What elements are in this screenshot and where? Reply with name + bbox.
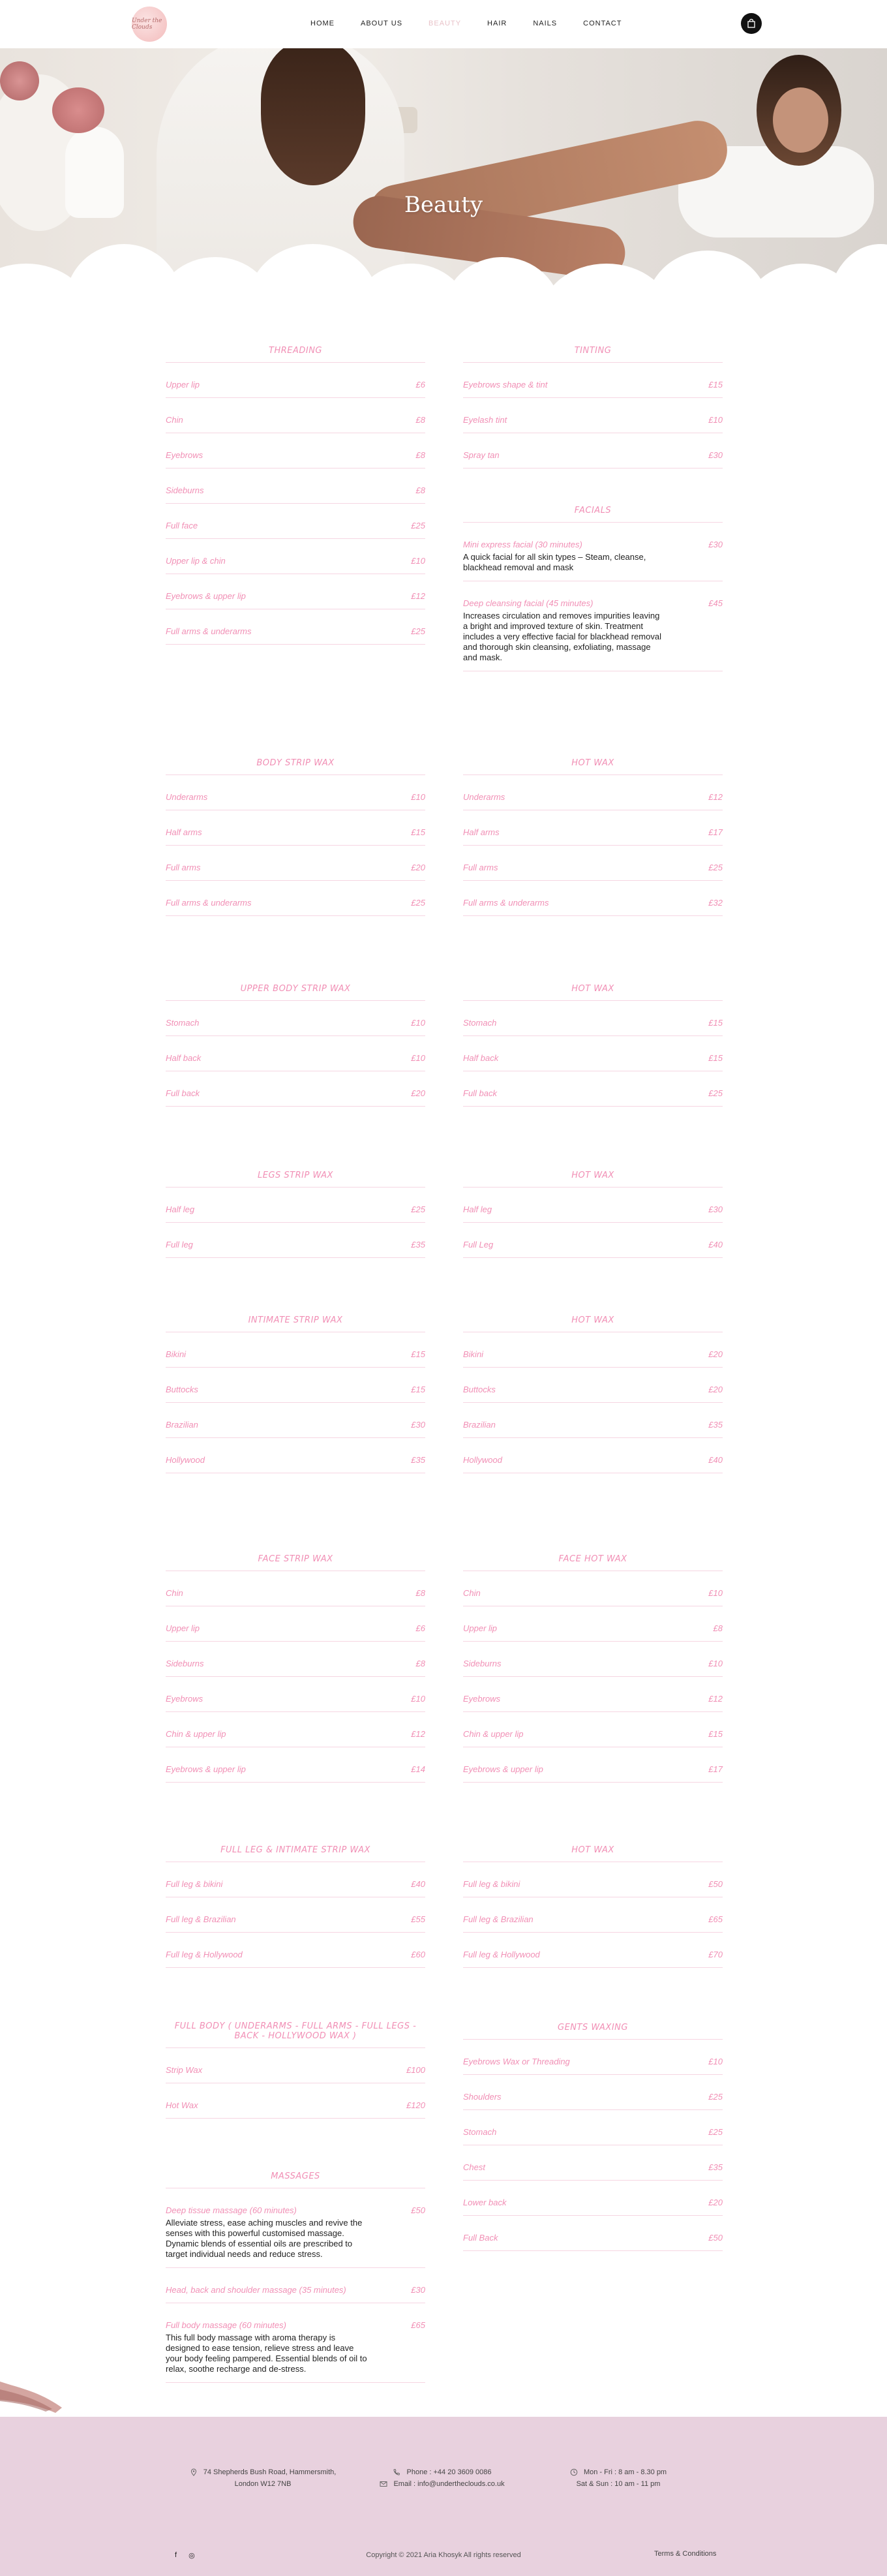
service-name: Full face — [166, 521, 198, 530]
service-name: Full body massage (60 minutes) — [166, 2320, 286, 2330]
site-footer — [0, 2417, 887, 2576]
service-price: £10 — [411, 1018, 425, 1028]
service-name: Full back — [166, 1088, 200, 1098]
section-title: HOT WAX — [463, 1845, 723, 1862]
service-description: A quick facial for all skin types – Steam, cleanse, blackhead removal and mask — [463, 552, 646, 572]
service-price: £14 — [411, 1764, 425, 1774]
service-row — [463, 2110, 723, 2145]
service-price: £10 — [411, 1694, 425, 1704]
service-name: Buttocks — [166, 1385, 198, 1394]
hero-banner — [0, 48, 887, 322]
service-price: £12 — [708, 1694, 723, 1704]
page-title: Beauty — [404, 192, 483, 218]
service-row — [463, 1571, 723, 1606]
service-price: £12 — [411, 591, 425, 601]
service-row — [166, 1571, 425, 1606]
logo-text: Under the Clouds — [132, 18, 162, 31]
service-name: Buttocks — [463, 1385, 496, 1394]
service-name: Deep cleansing facial (45 minutes) — [463, 598, 594, 608]
copyright-text: Copyright © 2021 Aria Khosyk All rights reserved — [366, 2551, 521, 2559]
service-row — [463, 1188, 723, 1223]
section-legs-strip-wax — [166, 1171, 425, 1258]
footer-hours — [560, 2466, 677, 2490]
service-price: £30 — [708, 1204, 723, 1214]
service-price: £10 — [411, 556, 425, 566]
service-price: £25 — [708, 2127, 723, 2137]
service-name: Half arms — [463, 827, 500, 837]
section-body-hot-wax — [463, 758, 723, 916]
service-row — [463, 810, 723, 846]
service-row — [166, 1036, 425, 1071]
service-price: £8 — [415, 1588, 425, 1598]
shopping-bag-icon — [746, 18, 757, 29]
footer-contact — [370, 2466, 514, 2490]
service-name: Full arms — [166, 863, 201, 872]
service-price: £120 — [406, 2100, 425, 2110]
service-price: £30 — [708, 450, 723, 460]
service-row — [166, 1001, 425, 1036]
service-name: Full arms & underarms — [463, 898, 549, 908]
service-row — [166, 1897, 425, 1933]
service-row — [166, 1712, 425, 1747]
section-title: BODY STRIP WAX — [166, 758, 425, 775]
service-row — [463, 1642, 723, 1677]
service-name: Full arms & underarms — [166, 626, 252, 636]
section-title: FULL LEG & INTIMATE STRIP WAX — [166, 1845, 425, 1862]
service-price: £15 — [708, 1018, 723, 1028]
service-price: £10 — [708, 415, 723, 425]
location-pin-icon — [190, 2468, 198, 2476]
service-row — [166, 574, 425, 609]
hero-flower — [0, 61, 39, 100]
service-price: £8 — [415, 1659, 425, 1668]
service-row — [166, 1223, 425, 1258]
hours-line-2: Sat & Sun : 10 am - 11 pm — [576, 2480, 661, 2488]
service-row — [463, 1747, 723, 1783]
site-logo[interactable] — [132, 7, 167, 42]
section-facials — [463, 506, 723, 671]
section-title: LEGS STRIP WAX — [166, 1171, 425, 1188]
service-name: Hollywood — [463, 1455, 502, 1465]
service-name: Eyebrows & upper lip — [463, 1764, 543, 1774]
service-row — [166, 2268, 425, 2303]
service-name: Brazilian — [463, 1420, 496, 1430]
section-gents-waxing — [463, 2023, 723, 2251]
service-price: £50 — [411, 2205, 425, 2215]
service-row — [463, 1897, 723, 1933]
nav-home[interactable]: HOME — [310, 20, 335, 27]
service-row — [463, 1071, 723, 1107]
service-row — [166, 1862, 425, 1897]
section-intimate-hot-wax — [463, 1315, 723, 1473]
service-row — [166, 1368, 425, 1403]
section-full-leg-intimate-strip-wax — [166, 1845, 425, 1968]
service-name: Full Back — [463, 2233, 498, 2243]
service-row — [463, 1677, 723, 1712]
service-row — [463, 581, 723, 671]
service-name: Chin — [463, 1588, 481, 1598]
service-row — [463, 846, 723, 881]
nav-nails[interactable]: NAILS — [533, 20, 558, 27]
service-price: £45 — [708, 598, 723, 608]
service-row — [463, 398, 723, 433]
service-row — [166, 2048, 425, 2083]
service-row — [166, 881, 425, 916]
service-price: £10 — [708, 1588, 723, 1598]
service-price: £32 — [708, 898, 723, 908]
service-name: Full leg & bikini — [463, 1879, 520, 1889]
section-title: TINTING — [463, 346, 723, 363]
service-row — [166, 504, 425, 539]
phone-text[interactable]: Phone : +44 20 3609 0086 — [406, 2468, 492, 2476]
section-title: UPPER BODY STRIP WAX — [166, 984, 425, 1001]
service-name: Eyelash tint — [463, 415, 507, 425]
service-name: Full leg & Brazilian — [463, 1914, 534, 1924]
service-name: Head, back and shoulder massage (35 minutes) — [166, 2285, 346, 2295]
service-name: Hollywood — [166, 1455, 205, 1465]
section-title: GENTS WAXING — [463, 2023, 723, 2040]
service-price: £40 — [708, 1455, 723, 1465]
service-row — [166, 1403, 425, 1438]
service-name: Bikini — [463, 1349, 484, 1359]
site-header — [0, 0, 887, 48]
section-title: HOT WAX — [463, 1171, 723, 1188]
hero-flower — [52, 87, 104, 133]
service-price: £15 — [708, 1729, 723, 1739]
service-name: Eyebrows shape & tint — [463, 380, 548, 390]
service-row — [166, 468, 425, 504]
service-price: £35 — [708, 1420, 723, 1430]
service-row — [166, 810, 425, 846]
service-price: £10 — [411, 1053, 425, 1063]
service-row — [166, 1188, 425, 1223]
facebook-icon[interactable]: f — [175, 2551, 177, 2559]
service-name: Chin & upper lip — [166, 1729, 226, 1739]
service-price: £20 — [411, 1088, 425, 1098]
service-price: £17 — [708, 827, 723, 837]
service-row — [166, 433, 425, 468]
service-name: Upper lip — [166, 1623, 200, 1633]
service-row — [166, 609, 425, 645]
service-name: Full leg & bikini — [166, 1879, 223, 1889]
service-price: £20 — [708, 1349, 723, 1359]
nav-about-us[interactable]: ABOUT US — [361, 20, 403, 27]
service-row — [166, 1747, 425, 1783]
service-price: £60 — [411, 1950, 425, 1959]
service-row — [463, 1368, 723, 1403]
service-name: Underarms — [463, 792, 505, 802]
service-price: £25 — [411, 626, 425, 636]
service-name: Eyebrows — [166, 450, 203, 460]
service-row — [166, 1332, 425, 1368]
service-row — [463, 1223, 723, 1258]
section-title: MASSAGES — [166, 2171, 425, 2188]
service-row — [463, 1606, 723, 1642]
service-row — [166, 539, 425, 574]
service-name: Full leg — [166, 1240, 193, 1250]
service-row — [166, 1438, 425, 1473]
service-price: £10 — [411, 792, 425, 802]
service-row — [463, 1001, 723, 1036]
service-name: Chest — [463, 2162, 485, 2172]
service-price: £20 — [411, 863, 425, 872]
section-body-strip-wax — [166, 758, 425, 916]
address-line-1: 74 Shepherds Bush Road, Hammersmith, — [203, 2468, 337, 2476]
service-name: Sideburns — [166, 1659, 204, 1668]
section-full-body — [166, 2021, 425, 2119]
address-line-2: London W12 7NB — [234, 2480, 292, 2488]
service-price: £40 — [708, 1240, 723, 1250]
service-name: Stomach — [166, 1018, 200, 1028]
service-price: £10 — [708, 2057, 723, 2066]
service-price: £8 — [415, 485, 425, 495]
service-price: £25 — [708, 2092, 723, 2102]
hero-client-face — [773, 87, 828, 153]
service-price: £65 — [411, 2320, 425, 2330]
service-row — [463, 1862, 723, 1897]
service-price: £15 — [708, 1053, 723, 1063]
clock-icon — [570, 2468, 578, 2476]
service-price: £50 — [708, 1879, 723, 1889]
nav-contact[interactable]: CONTACT — [583, 20, 622, 27]
service-row — [463, 1403, 723, 1438]
service-price: £12 — [708, 792, 723, 802]
nav-hair[interactable]: HAIR — [487, 20, 507, 27]
service-price: £10 — [708, 1659, 723, 1668]
service-row — [463, 523, 723, 581]
service-price: £65 — [708, 1914, 723, 1924]
service-name: Deep tissue massage (60 minutes) — [166, 2205, 297, 2215]
service-name: Half back — [463, 1053, 499, 1063]
section-face-strip-wax — [166, 1554, 425, 1783]
section-title: FULL BODY ( UNDERARMS - FULL ARMS - FULL LEGS - BACK - HOLLYWOOD WAX ) — [166, 2021, 425, 2048]
service-price: £50 — [708, 2233, 723, 2243]
service-price: £30 — [411, 1420, 425, 1430]
service-row — [166, 2303, 425, 2383]
service-name: Chin — [166, 1588, 183, 1598]
hero-therapist-hair — [261, 48, 365, 185]
service-price: £20 — [708, 2198, 723, 2207]
service-row — [463, 363, 723, 398]
service-row — [463, 1332, 723, 1368]
service-name: Chin — [166, 415, 183, 425]
service-price: £15 — [708, 380, 723, 390]
service-price: £15 — [411, 1349, 425, 1359]
service-price: £20 — [708, 1385, 723, 1394]
service-name: Eyebrows & upper lip — [166, 1764, 246, 1774]
service-name: Half leg — [166, 1204, 195, 1214]
cart-button[interactable] — [741, 13, 762, 34]
section-title: HOT WAX — [463, 758, 723, 775]
service-price: £25 — [411, 898, 425, 908]
footer-address — [175, 2466, 351, 2490]
service-name: Sideburns — [166, 485, 204, 495]
section-title: INTIMATE STRIP WAX — [166, 1315, 425, 1332]
service-description: Alleviate stress, ease aching muscles and revive the senses with this powerful customised massage. Dynamic blends of essential oils are prescribed to target individual needs and reduce stress. — [166, 2218, 363, 2259]
service-name: Full back — [463, 1088, 498, 1098]
service-price: £25 — [708, 1088, 723, 1098]
service-name: Mini express facial (30 minutes) — [463, 540, 582, 549]
service-name: Eyebrows — [166, 1694, 203, 1704]
service-name: Stomach — [463, 1018, 497, 1028]
service-name: Shoulders — [463, 2092, 502, 2102]
service-name: Strip Wax — [166, 2065, 203, 2075]
service-price: £25 — [411, 1204, 425, 1214]
section-legs-hot-wax — [463, 1171, 723, 1258]
service-row — [166, 1071, 425, 1107]
service-name: Spray tan — [463, 450, 500, 460]
service-name: Upper lip & chin — [166, 556, 226, 566]
nav-beauty[interactable]: BEAUTY — [428, 20, 462, 27]
service-row — [463, 1438, 723, 1473]
main-nav — [310, 20, 648, 27]
section-tinting — [463, 346, 723, 468]
service-name: Eyebrows — [463, 1694, 501, 1704]
service-price: £17 — [708, 1764, 723, 1774]
section-title: FACE STRIP WAX — [166, 1554, 425, 1571]
service-row — [166, 2188, 425, 2268]
service-row — [166, 1606, 425, 1642]
cloud-base — [0, 309, 887, 322]
phone-icon — [393, 2468, 400, 2476]
service-row — [463, 775, 723, 810]
service-row — [463, 2145, 723, 2181]
service-name: Half arms — [166, 827, 202, 837]
section-title: THREADING — [166, 346, 425, 363]
service-row — [166, 398, 425, 433]
instagram-icon[interactable]: ◎ — [188, 2552, 195, 2560]
hours-line-1: Mon - Fri : 8 am - 8.30 pm — [583, 2468, 667, 2476]
section-title: HOT WAX — [463, 984, 723, 1001]
service-name: Hot Wax — [166, 2100, 198, 2110]
service-description: This full body massage with aroma therapy is designed to ease tension, relieve stress and leave your body feeling pampered. Essential blends of oil to relax, soothe recharge and de-stress. — [166, 2333, 367, 2374]
service-row — [166, 775, 425, 810]
service-name: Half back — [166, 1053, 202, 1063]
service-description: Increases circulation and removes impurities leaving a bright and improved texture of skin. Treatment includes a very effective facial for blackhead removal and thorough skin cleansing, exfoliating, massage and mask. — [463, 611, 661, 662]
service-name: Eyebrows & upper lip — [166, 591, 246, 601]
terms-link[interactable]: Terms & Conditions — [654, 2550, 717, 2558]
service-price: £6 — [415, 1623, 425, 1633]
service-row — [463, 1712, 723, 1747]
section-intimate-strip-wax — [166, 1315, 425, 1473]
service-row — [463, 2040, 723, 2075]
service-price: £30 — [708, 540, 723, 549]
service-price: £30 — [411, 2285, 425, 2295]
service-row — [166, 1933, 425, 1968]
section-title: HOT WAX — [463, 1315, 723, 1332]
service-name: Sideburns — [463, 1659, 502, 1668]
service-price: £25 — [708, 863, 723, 872]
service-name: Half leg — [463, 1204, 492, 1214]
service-row — [463, 2075, 723, 2110]
section-threading — [166, 346, 425, 645]
service-price: £100 — [406, 2065, 425, 2075]
service-row — [166, 2083, 425, 2119]
service-price: £15 — [411, 827, 425, 837]
service-name: Lower back — [463, 2198, 507, 2207]
service-name: Upper lip — [166, 380, 200, 390]
service-price: £35 — [411, 1240, 425, 1250]
service-row — [463, 2181, 723, 2216]
service-price: £70 — [708, 1950, 723, 1959]
service-row — [166, 363, 425, 398]
service-name: Brazilian — [166, 1420, 198, 1430]
service-row — [463, 1036, 723, 1071]
email-icon — [380, 2480, 387, 2488]
section-title: FACIALS — [463, 506, 723, 523]
section-massages — [166, 2171, 425, 2383]
section-upper-body-strip-wax — [166, 984, 425, 1107]
section-title: FACE HOT WAX — [463, 1554, 723, 1571]
service-name: Full arms & underarms — [166, 898, 252, 908]
service-row — [463, 1933, 723, 1968]
service-price: £6 — [415, 380, 425, 390]
service-name: Full leg & Brazilian — [166, 1914, 236, 1924]
service-row — [463, 433, 723, 468]
service-name: Full arms — [463, 863, 498, 872]
service-row — [463, 2216, 723, 2251]
service-price: £8 — [415, 450, 425, 460]
section-upper-body-hot-wax — [463, 984, 723, 1107]
service-price: £12 — [411, 1729, 425, 1739]
section-full-leg-intimate-hot-wax — [463, 1845, 723, 1968]
service-row — [166, 846, 425, 881]
service-price: £8 — [713, 1623, 723, 1633]
section-face-hot-wax — [463, 1554, 723, 1783]
service-price: £55 — [411, 1914, 425, 1924]
brush-stroke-decoration — [0, 2375, 65, 2414]
service-row — [166, 1677, 425, 1712]
service-price: £8 — [415, 415, 425, 425]
service-price: £35 — [411, 1455, 425, 1465]
service-price: £25 — [411, 521, 425, 530]
service-name: Upper lip — [463, 1623, 498, 1633]
email-text[interactable]: Email : info@undertheclouds.co.uk — [393, 2480, 505, 2488]
service-name: Bikini — [166, 1349, 187, 1359]
service-row — [166, 1642, 425, 1677]
service-name: Full leg & Hollywood — [166, 1950, 243, 1959]
service-name: Full Leg — [463, 1240, 494, 1250]
service-name: Full leg & Hollywood — [463, 1950, 540, 1959]
service-price: £40 — [411, 1879, 425, 1889]
service-price: £35 — [708, 2162, 723, 2172]
service-price: £15 — [411, 1385, 425, 1394]
service-name: Eyebrows Wax or Threading — [463, 2057, 570, 2066]
service-name: Chin & upper lip — [463, 1729, 524, 1739]
service-row — [463, 881, 723, 916]
service-name: Stomach — [463, 2127, 497, 2137]
service-name: Underarms — [166, 792, 208, 802]
